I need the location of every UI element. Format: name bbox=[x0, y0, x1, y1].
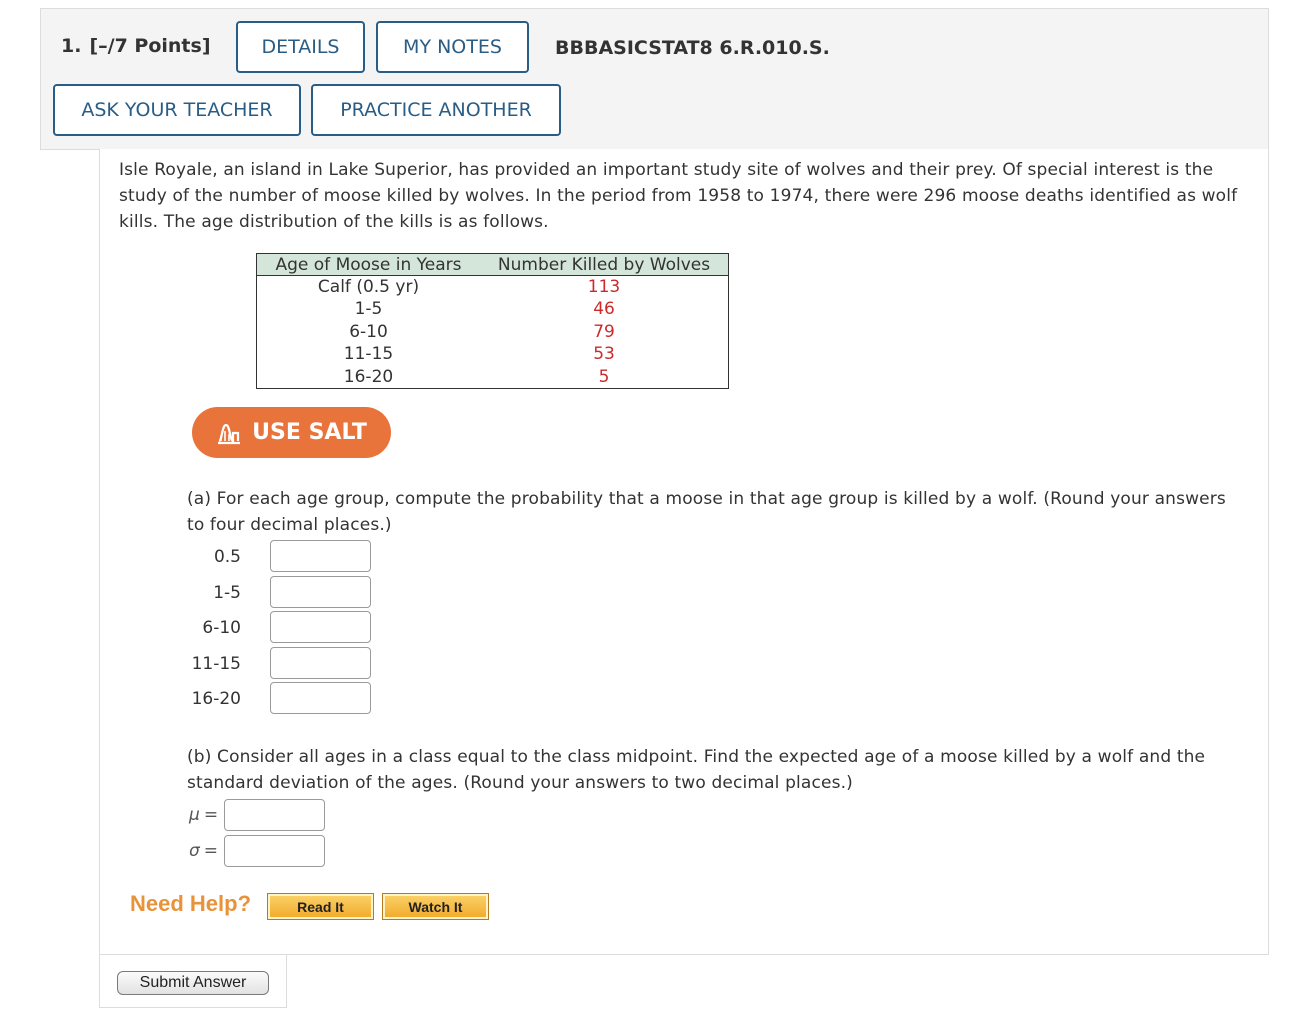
part-a-text: (a) For each age group, compute the probability that a moose in that age group is killed by a wolf. (Round your answers to four decimal places.) bbox=[187, 489, 1226, 535]
killed-cell: 53 bbox=[480, 343, 728, 366]
age-cell: 11-15 bbox=[257, 343, 481, 366]
need-help-label: Need Help? bbox=[130, 891, 252, 916]
table-row bbox=[257, 298, 729, 321]
table-header-age: Age of Moose in Years bbox=[257, 254, 481, 276]
question-number-text: 1. bbox=[61, 35, 82, 57]
table-row bbox=[257, 276, 729, 299]
submit-answer-button[interactable]: Submit Answer bbox=[117, 971, 269, 995]
practice-another-button[interactable]: PRACTICE ANOTHER bbox=[311, 84, 561, 136]
watch-it-button[interactable]: Watch It bbox=[382, 893, 489, 920]
sigma-input[interactable] bbox=[224, 835, 325, 867]
killed-cell: 113 bbox=[480, 276, 728, 299]
read-it-button[interactable]: Read It bbox=[267, 893, 374, 920]
part-a-label-0-5: 0.5 bbox=[213, 547, 241, 567]
submit-area bbox=[99, 955, 287, 1008]
my-notes-button[interactable]: MY NOTES bbox=[376, 21, 529, 73]
part-a-input-6-10[interactable] bbox=[270, 611, 371, 643]
age-cell: Calf (0.5 yr) bbox=[257, 276, 481, 299]
age-cell: 1-5 bbox=[257, 298, 481, 321]
killed-cell: 5 bbox=[480, 366, 728, 389]
mu-input[interactable] bbox=[224, 799, 325, 831]
table-row bbox=[257, 343, 729, 366]
points-label: [–/7 Points] bbox=[89, 35, 211, 57]
age-distribution-table bbox=[256, 253, 729, 389]
table-row bbox=[257, 366, 729, 389]
part-a-input-1-5[interactable] bbox=[270, 576, 371, 608]
table-header-killed: Number Killed by Wolves bbox=[480, 254, 728, 276]
mu-label bbox=[189, 805, 218, 825]
question-body bbox=[99, 149, 1269, 955]
sigma-label bbox=[189, 841, 218, 861]
killed-cell: 46 bbox=[480, 298, 728, 321]
part-a-input-0-5[interactable] bbox=[270, 540, 371, 572]
question-code: BBBASICSTAT8 6.R.010.S. bbox=[555, 37, 830, 59]
problem-intro: Isle Royale, an island in Lake Superior, has provided an important study site of wolves and their prey. Of special interest is the study of the number of moose killed by wolves. In the period from 1958 to 1974, there were 296 moose deaths identified as wolf kills. The age distribution of the kills is as follows. bbox=[119, 160, 1238, 232]
table-header-row bbox=[257, 254, 729, 276]
killed-cell: 79 bbox=[480, 321, 728, 344]
part-a-label-16-20: 16-20 bbox=[191, 689, 241, 709]
age-cell: 16-20 bbox=[257, 366, 481, 389]
question-header bbox=[40, 8, 1269, 150]
mu-symbol: μ bbox=[189, 805, 200, 825]
part-a-label-11-15: 11-15 bbox=[191, 654, 241, 674]
details-button[interactable]: DETAILS bbox=[236, 21, 365, 73]
sigma-symbol: σ bbox=[189, 841, 200, 861]
sigma-equals: = bbox=[203, 841, 219, 861]
salt-chart-icon bbox=[216, 421, 242, 445]
part-b-text: (b) Consider all ages in a class equal to the class midpoint. Find the expected age of a moose killed by a wolf and the standard deviation of the ages. (Round your answers to two decimal places.) bbox=[187, 747, 1206, 793]
question-number bbox=[61, 35, 211, 57]
use-salt-button[interactable] bbox=[192, 407, 391, 458]
part-a-label-6-10: 6-10 bbox=[202, 618, 241, 638]
table-row bbox=[257, 321, 729, 344]
part-a-input-16-20[interactable] bbox=[270, 682, 371, 714]
use-salt-label: USE SALT bbox=[252, 420, 367, 445]
age-cell: 6-10 bbox=[257, 321, 481, 344]
part-a-label-1-5: 1-5 bbox=[213, 583, 241, 603]
part-a-input-11-15[interactable] bbox=[270, 647, 371, 679]
ask-your-teacher-button[interactable]: ASK YOUR TEACHER bbox=[53, 84, 301, 136]
mu-equals: = bbox=[203, 805, 219, 825]
